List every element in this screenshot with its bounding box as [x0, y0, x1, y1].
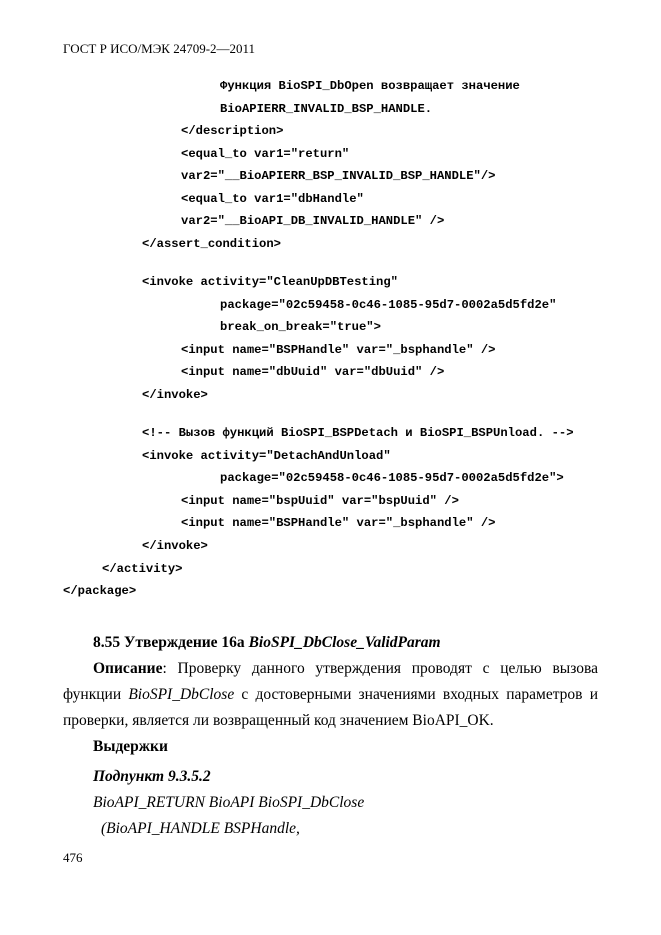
section-heading	[93, 630, 441, 656]
excerpts-heading: Выдержки	[93, 738, 168, 755]
code-line: <input name="dbUuid" var="dbUuid" />	[181, 365, 445, 379]
code-line: <input name="bspUuid" var="bspUuid" />	[181, 494, 459, 508]
code-line: <input name="BSPHandle" var="_bsphandle" />	[181, 343, 496, 357]
description-text: : Проверку данного утверждения проводят с целью вызова функции	[63, 660, 598, 703]
description-paragraph	[63, 656, 598, 734]
code-line: </activity>	[102, 562, 183, 576]
code-line: BioAPIERR_INVALID_BSP_HANDLE.	[220, 102, 433, 116]
code-line: </description>	[181, 124, 284, 138]
running-header: ГОСТ Р ИСО/МЭК 24709-2—2011	[63, 41, 256, 56]
code-line: package="02c59458-0c46-1085-95d7-0002a5d5fd2e">	[220, 471, 564, 485]
function-signature-line: (BioAPI_HANDLE BSPHandle,	[101, 820, 300, 837]
code-line: var2="__BioAPI_DB_INVALID_HANDLE" />	[181, 214, 445, 228]
function-signature-line: BioAPI_RETURN BioAPI BioSPI_DbClose	[93, 794, 365, 811]
code-line: var2="__BioAPIERR_BSP_INVALID_BSP_HANDLE"/>	[181, 169, 496, 183]
code-line: <equal_to var1="return"	[181, 147, 350, 161]
code-line: <invoke activity="CleanUpDBTesting"	[142, 275, 398, 289]
page-number: 476	[63, 850, 83, 865]
code-line: <!-- Вызов функций BioSPI_BSPDetach и BioSPI_BSPUnload. -->	[142, 426, 574, 440]
code-line: </invoke>	[142, 539, 208, 553]
code-line: <input name="BSPHandle" var="_bsphandle" />	[181, 516, 496, 530]
section-number-title: 8.55 Утверждение 16а	[93, 634, 249, 651]
description-text: с достоверными значениями входных параметров и проверки, является ли возвращенный код значением BioAPI_OK.	[63, 686, 598, 729]
code-line: </assert_condition>	[142, 237, 281, 251]
code-line: package="02c59458-0c46-1085-95d7-0002a5d5fd2e"	[220, 298, 557, 312]
subclause-heading: Подпункт 9.3.5.2	[93, 768, 211, 785]
code-line: break_on_break="true">	[220, 320, 381, 334]
code-line: <invoke activity="DetachAndUnload"	[142, 449, 391, 463]
code-line: </invoke>	[142, 388, 208, 402]
code-line: <equal_to var1="dbHandle"	[181, 192, 364, 206]
function-name: BioSPI_DbClose	[128, 686, 235, 703]
section-title-italic: BioSPI_DbClose_ValidParam	[248, 634, 441, 651]
description-label: Описание	[93, 660, 163, 677]
code-line: </package>	[63, 584, 137, 598]
code-line: Функция BioSPI_DbOpen возвращает значение	[220, 79, 520, 93]
